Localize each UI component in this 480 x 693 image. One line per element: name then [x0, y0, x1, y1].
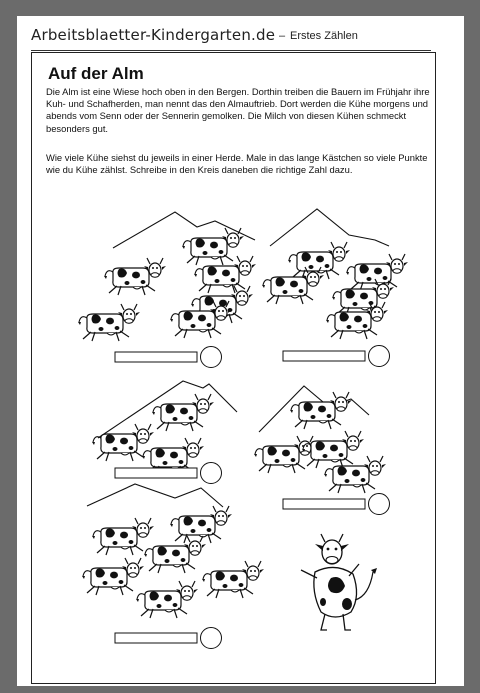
number-circle[interactable] [201, 628, 222, 649]
number-circle[interactable] [369, 346, 390, 367]
instruction-paragraph: Wie viele Kühe siehst du jeweils in einer Herde. Male in das lange Kästchen so viele Punkte wie du Kühe zählst. Schreibe in den Kreis daneben die richtige Zahl dazu. [46, 152, 428, 176]
cow-icon [182, 228, 244, 265]
cow-icon [92, 424, 154, 461]
intro-paragraph: Die Alm ist eine Wiese hoch oben in den Bergen. Dorthin treiben die Bauern im Frühjahr ihre Kuh- und Schafherden, man nennt das den Almauftrieb. Dort werden die Kühe morgens und abends vom Senn oder der Sennerin gemolken. Die Milch von diesen Kühen schmeckt besonders gut. [46, 86, 430, 134]
cow-icon [262, 267, 324, 304]
herd-3 [92, 381, 237, 484]
herd-1 [78, 212, 256, 368]
cow-icon [152, 394, 214, 431]
cow-icon [302, 431, 364, 468]
dot-count-box[interactable] [115, 352, 197, 362]
cow-icon [136, 581, 198, 618]
worksheet-page [17, 16, 464, 686]
cow-icon [144, 536, 206, 573]
herd-5 [82, 484, 264, 649]
number-circle[interactable] [201, 463, 222, 484]
site-name: Arbeitsblaetter-Kindergarten.de [31, 26, 276, 44]
mountain-icon [87, 484, 223, 507]
number-circle[interactable] [201, 347, 222, 368]
dot-count-box[interactable] [283, 351, 365, 361]
page-title: Auf der Alm [48, 64, 144, 83]
cow-icon [82, 558, 144, 595]
cow-icon [332, 279, 394, 316]
herd-4 [254, 386, 390, 515]
cow-icon [194, 256, 256, 293]
cow-icon [290, 392, 352, 429]
mountain-icon [270, 209, 389, 246]
cow-icon [288, 242, 350, 279]
number-circle[interactable] [369, 494, 390, 515]
cow-icon [170, 506, 232, 543]
header-topic: Erstes Zählen [290, 30, 358, 42]
cow-icon [346, 254, 408, 291]
cow-icon [78, 304, 140, 341]
dot-count-box[interactable] [283, 499, 365, 509]
standing-cow-icon [301, 534, 377, 630]
dot-count-box[interactable] [115, 633, 197, 643]
cow-icon [104, 258, 166, 295]
herd-2 [262, 209, 408, 367]
cow-icon [92, 518, 154, 555]
cow-icon [202, 561, 264, 598]
cow-icon [254, 436, 316, 473]
exercise-illustrations [17, 16, 464, 686]
dot-count-box[interactable] [115, 468, 197, 478]
header-separator: – [279, 30, 286, 42]
